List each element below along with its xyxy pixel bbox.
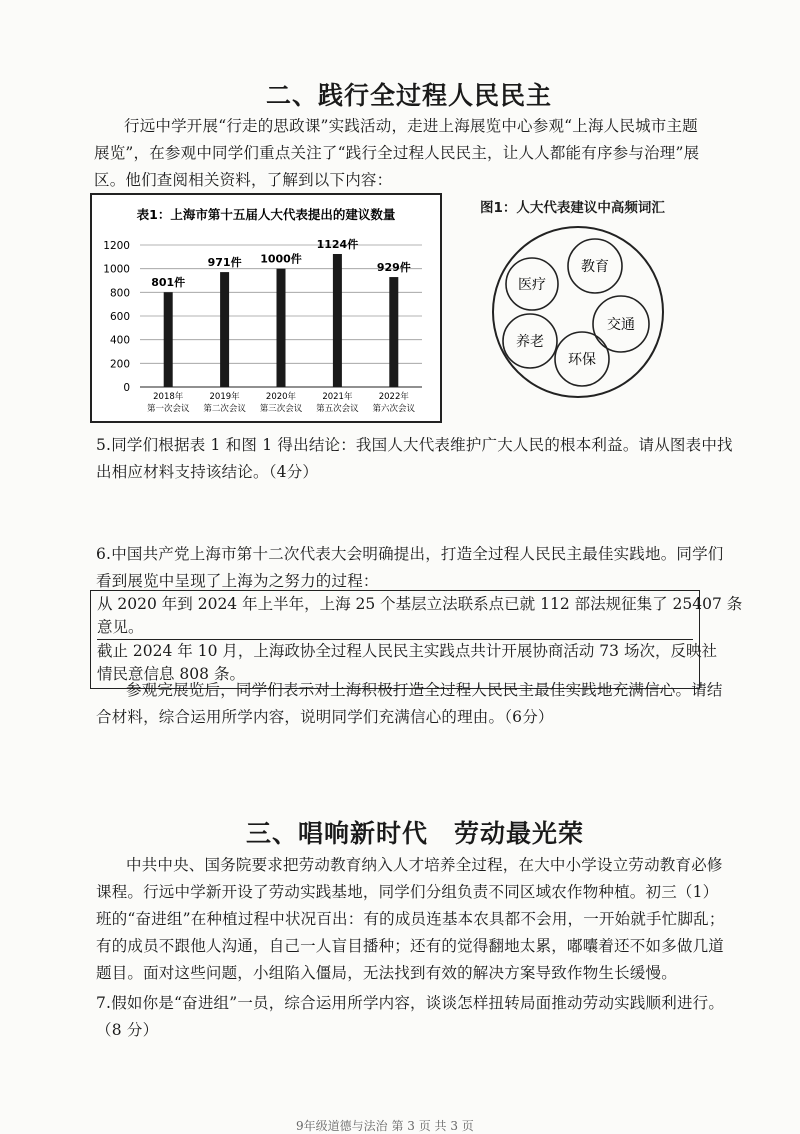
q6-line: 看到展览中呈现了上海为之努力的过程： (96, 572, 379, 590)
q5-line: 出相应材料支持该结论。（4分） (96, 463, 319, 481)
section-3-text (96, 852, 725, 987)
y-tick-label: 1000 (103, 263, 130, 276)
x-tick-label: 2018年 (153, 392, 184, 402)
x-tick-label: 第二次会议 (203, 404, 246, 414)
s3-line: 班的“奋进组”在种植过程中状况百出：有的成员连基本农具都不会用，一开始就手忙脚乱； (96, 910, 725, 928)
question-6 (96, 677, 723, 731)
question-5 (96, 432, 733, 486)
y-tick-label: 600 (109, 311, 130, 323)
chart-title: 表1：上海市第十五届人大代表提出的建议数量 (136, 207, 396, 222)
word-traffic: 交通 (607, 317, 635, 333)
bar (389, 277, 398, 387)
x-tick-label: 2021年 (322, 392, 353, 402)
x-tick-label: 2019年 (209, 392, 240, 402)
section-2-title: 二、践行全过程人民民主 (266, 81, 553, 110)
q6-line: 6.中国共产党上海市第十二次代表大会明确提出，打造全过程人民民主最佳实践地。同学们 (96, 545, 724, 563)
data-label: 1000件 (260, 252, 302, 266)
q5-line: 5.同学们根据表 1 和图 1 得出结论：我国人大代表维护广大人民的根本利益。请从图表中找 (96, 436, 733, 454)
intro-line: 展览”，在参观中同学们重点关注了“践行全过程人民民主，让人人都能有序参与治理”展 (94, 144, 700, 162)
q7-line: 7.假如你是“奋进组”一员，综合运用所学内容，谈谈怎样扭转局面推动劳动实践顺利进行。 (96, 994, 725, 1012)
bar-chart (92, 195, 440, 421)
bar (220, 272, 229, 387)
q7-line: （8 分） (96, 1021, 159, 1039)
y-tick-label: 0 (123, 382, 130, 394)
word-medical: 医疗 (518, 277, 546, 293)
x-tick-label: 第五次会议 (316, 404, 359, 414)
q6-question-line: 合材料，综合运用所学内容，说明同学们充满信心的理由。（6分） (96, 708, 554, 726)
word-elderly-care: 养老 (516, 334, 544, 350)
intro-line: 行远中学开展“行走的思政课”实践活动，走进上海展览中心参观“上海人民城市主题 (124, 117, 698, 135)
x-tick-label: 第三次会议 (259, 404, 303, 414)
data-label: 971件 (207, 256, 242, 270)
y-tick-label: 200 (109, 358, 130, 371)
word-cloud-figure (478, 222, 678, 402)
y-tick-label: 1200 (103, 240, 130, 252)
s3-line: 课程。行远中学新开设了劳动实践基地，同学们分组负责不同区域农作物种植。初三（1） (96, 883, 719, 901)
section-2-intro (94, 113, 699, 194)
data-label: 929件 (376, 261, 411, 275)
x-tick-label: 2022年 (378, 392, 409, 402)
bar (164, 292, 173, 387)
s3-line: 有的成员不跟他人沟通，自己一人盲目播种；还有的觉得翻地太累，嘟囔着还不如多做几道 (96, 937, 725, 955)
material-item (97, 593, 743, 639)
material-box (90, 590, 743, 689)
section-3-title: 三、唱响新时代 劳动最光荣 (246, 819, 585, 848)
bar (277, 269, 286, 387)
bar (333, 254, 342, 387)
material-line: 截止 2024 年 10 月，上海政协全过程人民民主实践点共计开展协商活动 73 场次，反映社 (97, 642, 717, 660)
s3-line: 题目。面对这些问题，小组陷入僵局，无法找到有效的解决方案导致作物生长缓慢。 (96, 964, 677, 982)
figure-1-title: 图1：人大代表建议中高频词汇 (480, 200, 665, 216)
question-6-intro (96, 541, 724, 595)
x-tick-label: 第一次会议 (146, 404, 190, 414)
x-tick-label: 第六次会议 (372, 404, 416, 414)
material-line: 意见。 (97, 618, 144, 636)
bar-chart-frame (90, 193, 442, 423)
data-label: 801件 (151, 276, 186, 290)
y-tick-label: 800 (109, 287, 130, 300)
data-label: 1124件 (316, 237, 359, 251)
word-education: 教育 (581, 259, 609, 275)
material-line: 情民意信息 808 条。 (97, 665, 245, 683)
question-7 (96, 990, 724, 1044)
q6-question-line: 参观完展览后，同学们表示对上海积极打造全过程人民民主最佳实践地充满信心。请结 (126, 681, 723, 699)
outer-circle (493, 227, 663, 397)
material-line: 从 2020 年到 2024 年上半年，上海 25 个基层立法联系点已就 112 部法规征集了 25407 条 (97, 595, 743, 613)
word-environment: 环保 (568, 352, 596, 368)
intro-line: 区。他们查阅相关资料，了解到以下内容： (94, 171, 393, 189)
x-tick-label: 2020年 (265, 392, 297, 402)
y-tick-label: 400 (109, 334, 130, 347)
page-footer: 9年级道德与法治 第 3 页 共 3 页 (296, 1119, 474, 1133)
s3-line: 中共中央、国务院要求把劳动教育纳入人才培养全过程，在大中小学设立劳动教育必修 (126, 856, 723, 874)
